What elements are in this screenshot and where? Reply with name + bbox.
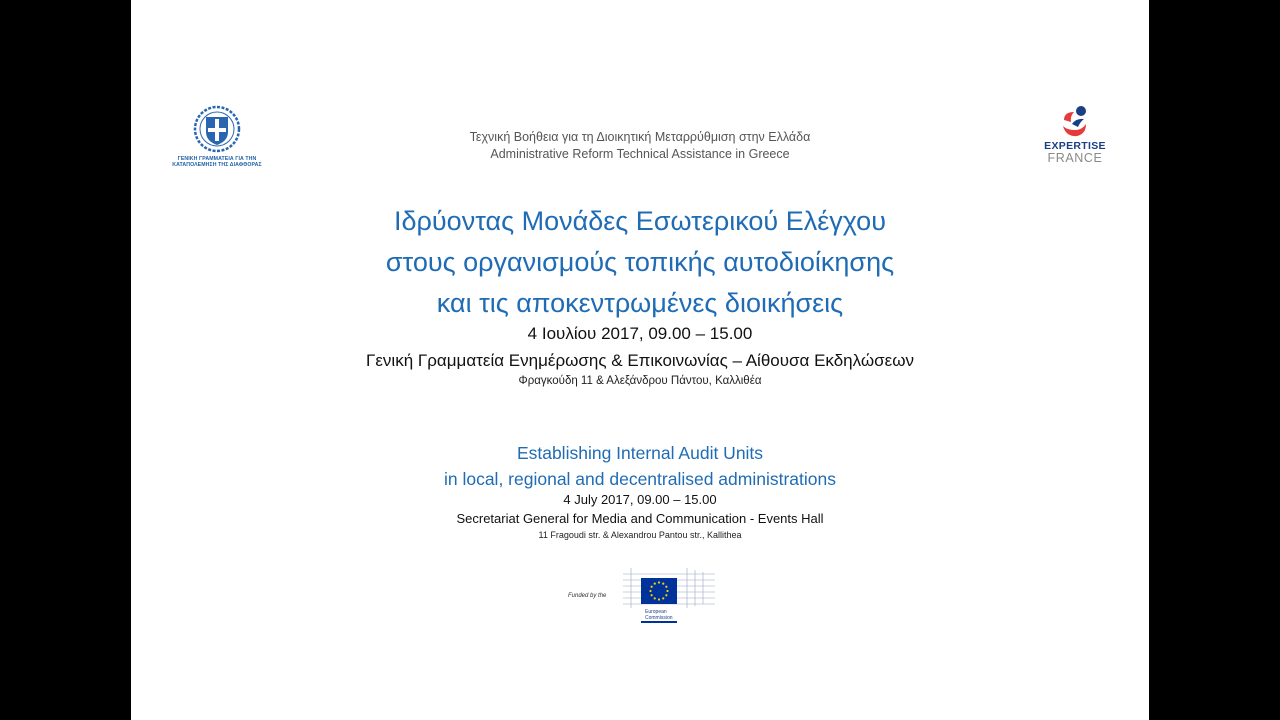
address-english: 11 Fragoudi str. & Alexandrou Pantou str., Kallithea	[538, 530, 742, 540]
title-greek-line1: Ιδρύοντας Μονάδες Εσωτερικού Ελέγχου	[394, 206, 886, 236]
title-english-line2: in local, regional and decentralised administrations	[443, 469, 837, 489]
title-english	[131, 440, 1149, 492]
eu-star	[662, 583, 664, 585]
title-english-line1: Establishing Internal Audit Units	[516, 443, 764, 463]
ec-text	[645, 609, 673, 621]
title-greek-line3: και τις αποκεντρωμένες διοικήσεις	[436, 288, 844, 318]
eu-star	[654, 583, 656, 585]
left-logo-text-line1: ΓΕΝΙΚΗ ΓΡΑΜΜΑΤΕΙΑ ΓΙΑ ΤΗΝ	[177, 156, 257, 162]
expertise-line2: FRANCE	[1047, 151, 1103, 165]
eu-star	[658, 581, 660, 583]
address-greek: Φραγκούδη 11 & Αλεξάνδρου Πάντου, Καλλιθέα	[518, 375, 762, 387]
eu-star	[654, 597, 656, 599]
funded-by-label: Funded by the	[568, 593, 607, 599]
eu-star	[651, 586, 653, 588]
ec-line2: Commission	[645, 615, 673, 621]
eu-star	[658, 598, 660, 600]
date-greek: 4 Ιουλίου 2017, 09.00 – 15.00	[527, 324, 753, 343]
subtitle-english: Administrative Reform Technical Assistance in Greece	[490, 147, 790, 161]
ec-line1: European	[645, 609, 667, 615]
expertise-line1: EXPERTISE	[1044, 140, 1106, 152]
venue-greek: Γενική Γραμματεία Ενημέρωσης & Επικοινωνίας – Αίθουσα Εκδηλώσεων	[365, 351, 914, 370]
eu-star	[665, 594, 667, 596]
date-english: 4 July 2017, 09.00 – 15.00	[563, 492, 717, 507]
subtitle-greek: Τεχνική Βοήθεια για τη Διοικητική Μεταρρύθμιση στην Ελλάδα	[469, 130, 811, 144]
title-greek-line2: στους οργανισμούς τοπικής αυτοδιοίκησης	[385, 247, 895, 277]
eu-star	[651, 594, 653, 596]
eu-star	[665, 586, 667, 588]
eu-star	[649, 590, 651, 592]
eu-star	[662, 597, 664, 599]
funding-block	[551, 566, 721, 626]
title-greek	[131, 201, 1149, 324]
eu-star	[666, 590, 668, 592]
venue-english: Secretariat General for Media and Communication - Events Hall	[456, 511, 824, 526]
slide	[131, 0, 1149, 720]
left-logo-text-line2: ΚΑΤΑΠΟΛΕΜΗΣΗ ΤΗΣ ΔΙΑΦΘΟΡΑΣ	[172, 162, 262, 168]
